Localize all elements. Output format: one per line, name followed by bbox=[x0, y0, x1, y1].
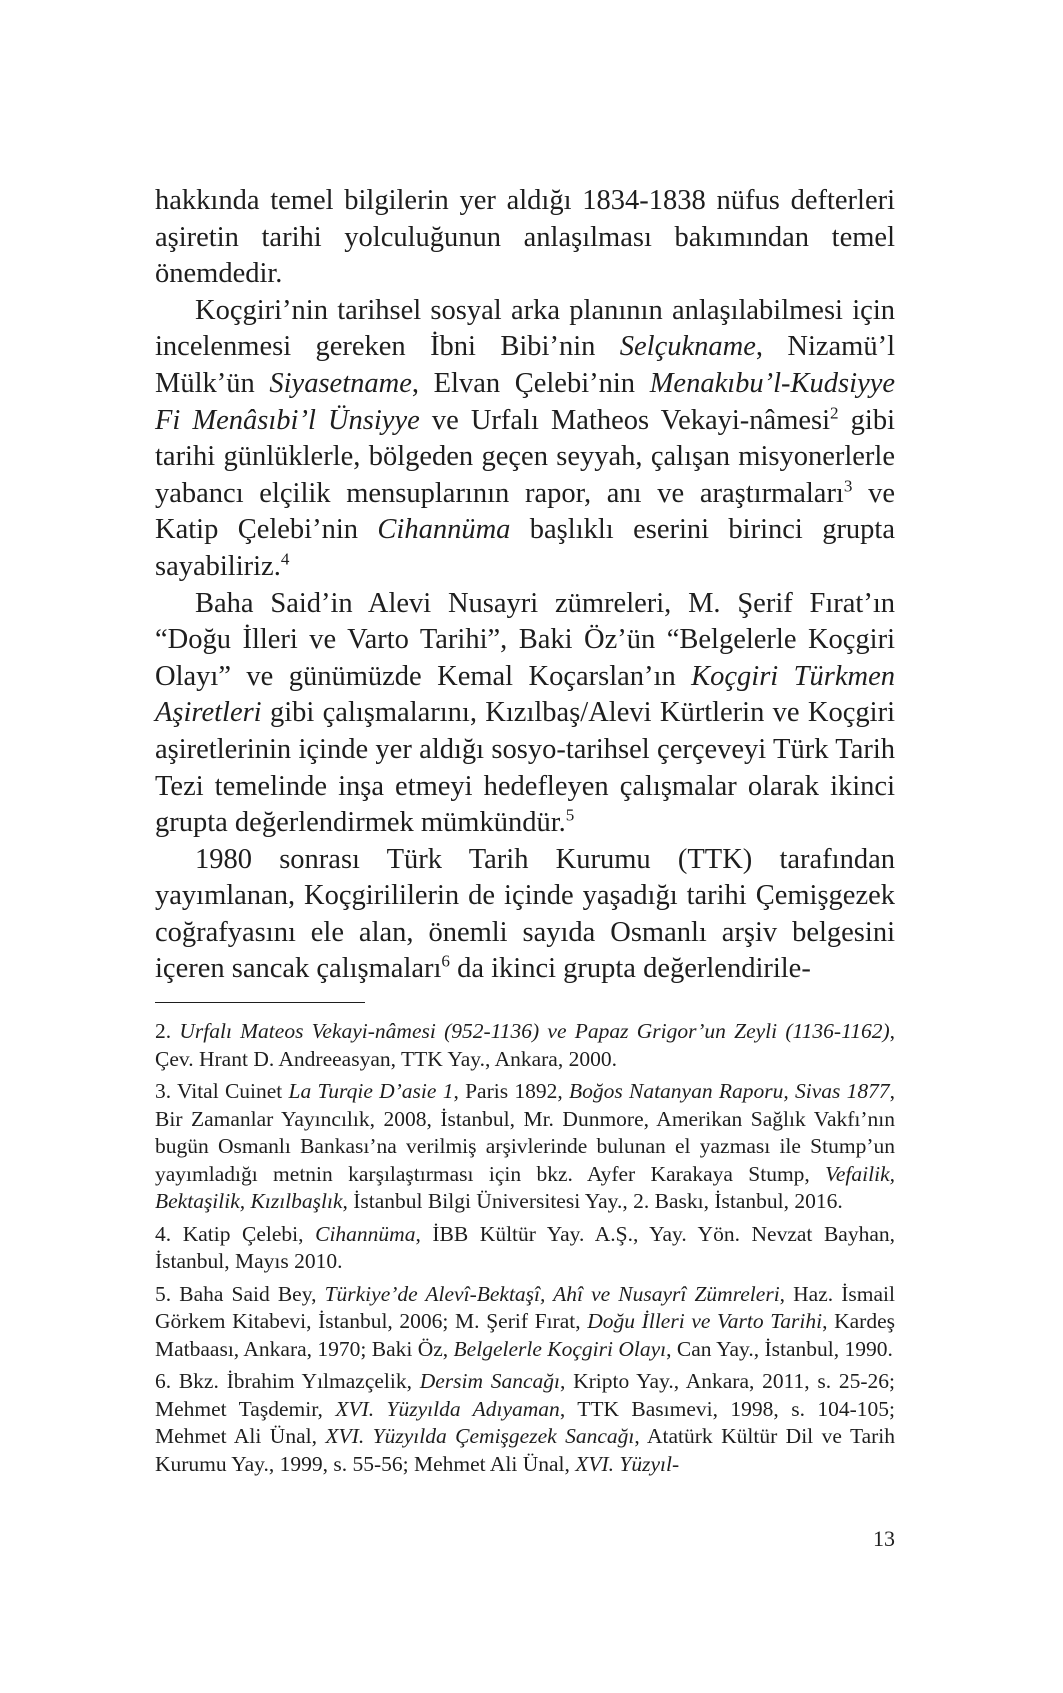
text-run: ve Urfalı Matheos Vekayi-nâmesi bbox=[419, 404, 831, 436]
text-run: , İBB Kültür Yay. A.Ş., Yay. Yön. Nevzat Bayhan, İstanbul, Mayıs 2010. bbox=[155, 1221, 896, 1273]
page-number: 13 bbox=[873, 1526, 895, 1551]
italic-text: Dersim Sancağı bbox=[419, 1369, 561, 1393]
italic-text: Selçukname bbox=[619, 331, 756, 363]
italic-text: XVI. Yüzyıl- bbox=[575, 1451, 680, 1476]
paragraph bbox=[155, 586, 895, 842]
italic-text: Doğu İlleri ve Varto Tarihi bbox=[587, 1309, 823, 1333]
text-run: , İstanbul Bilgi Üniversitesi Yay., 2. Baskı, İstanbul, 2016. bbox=[342, 1189, 843, 1213]
italic-text: Cihannüma bbox=[315, 1221, 416, 1246]
paragraph bbox=[155, 293, 895, 586]
italic-text: Koçgiri Türkmen Aşiretleri bbox=[155, 660, 895, 729]
text-run: , Atatürk Kültür Dil ve Tarih Kurumu Yay., 1999, s. 55-56; Mehmet Ali Ünal, bbox=[155, 1424, 895, 1476]
italic-text: Urfalı Mateos Vekayi-nâmesi (952-1136) ve Papaz Grigor’un Zeyli (1136-1162) bbox=[179, 1019, 890, 1043]
footnote-ref: 6 bbox=[441, 951, 450, 971]
text-run: , Paris 1892, bbox=[453, 1079, 569, 1103]
italic-text: Belgelerle Koçgiri Olayı bbox=[453, 1336, 667, 1361]
footnote bbox=[155, 1368, 895, 1478]
italic-text: Siyasetname bbox=[269, 367, 412, 399]
paragraph bbox=[155, 842, 895, 988]
text-run: , Elvan Çelebi’nin bbox=[411, 367, 650, 399]
text-run: , Bir Zamanlar Yayıncılık, 2008, İstanbul, Mr. Dunmore, Amerikan Sağlık Vakfı’nın bugün Osmanlı Bankası’na verilmiş arşivlerinde bulunan el yazması ile Stump’un yayımladığı metnin karşılaştırması için bkz. Ayfer Karakaya Stump, bbox=[155, 1079, 896, 1186]
italic-text: Türkiye’de Alevî-Bektaşî, Ahî ve Nusayrî Zümreleri bbox=[324, 1281, 780, 1306]
text-run: , Çev. Hrant D. Andreeasyan, TTK Yay., Ankara, 2000. bbox=[155, 1019, 896, 1071]
text-run: 3. Vital Cuinet bbox=[155, 1079, 289, 1103]
italic-text: La Turqie D’asie 1 bbox=[288, 1079, 454, 1103]
text-run: , Nizamü’l Mülk’ün bbox=[155, 331, 895, 399]
text-run: , TTK Basımevi, 1998, s. 104-105; Mehmet Ali Ünal, bbox=[155, 1396, 896, 1448]
text-run: ve Katip Çelebi’nin bbox=[155, 477, 895, 546]
text-run: , Can Yay., İstanbul, 1990. bbox=[666, 1336, 893, 1361]
paragraph bbox=[155, 183, 895, 293]
text-run: Koçgiri’nin tarihsel sosyal arka planının anlaşılabilmesi için incelenmesi gereken İbni Bibi’nin bbox=[155, 294, 895, 363]
footnote-ref: 3 bbox=[843, 476, 853, 496]
footnote-ref: 5 bbox=[565, 805, 575, 825]
text-run: 4. Katip Çelebi, bbox=[155, 1221, 316, 1246]
text-run: 6. Bkz. İbrahim Yılmazçelik, bbox=[155, 1369, 420, 1393]
text-run: da ikinci grupta değerlendirile- bbox=[449, 953, 811, 985]
italic-text: XVI. Yüzyılda Çemişgezek Sancağı bbox=[325, 1424, 635, 1448]
text-run: 2. bbox=[155, 1019, 180, 1043]
italic-text: XVI. Yüzyılda Adıyaman bbox=[335, 1396, 560, 1421]
italic-text: Cihannüma bbox=[377, 514, 511, 546]
text-run: hakkında temel bilgilerin yer aldığı 1834-1838 nüfus defterleri aşiretin tarihi yolculuğunun anlaşılması bakımından temel önemdedir. bbox=[155, 185, 895, 290]
footnote bbox=[155, 1281, 895, 1364]
text-run: , Kardeş Matbaası, Ankara, 1970; Baki Öz, bbox=[155, 1309, 896, 1361]
text-run: 5. Baha Said Bey, bbox=[155, 1281, 325, 1306]
footnote-ref: 4 bbox=[280, 549, 290, 569]
text-run: , Haz. İsmail Görkem Kitabevi, İstanbul, 2006; M. Şerif Fırat, bbox=[155, 1281, 895, 1333]
footnote-ref: 2 bbox=[830, 403, 839, 423]
footnote bbox=[155, 1078, 895, 1216]
main-text bbox=[155, 183, 895, 988]
text-run: Baha Said’in Alevi Nusayri zümreleri, M. Şerif Fırat’ın “Doğu İlleri ve Varto Tarihi”, Baki Öz’ün “Belgelerle Koçgiri Olayı” ve günümüzde Kemal Koçarslan’ın bbox=[155, 587, 895, 692]
footnote bbox=[155, 1221, 895, 1276]
footnote bbox=[155, 1018, 895, 1073]
footnote-separator bbox=[155, 1002, 365, 1003]
text-run: , Kripto Yay., Ankara, 2011, s. 25-26; Mehmet Taşdemir, bbox=[155, 1369, 895, 1421]
italic-text: Vefailik, Bektaşilik, Kızılbaşlık bbox=[155, 1161, 895, 1213]
text-run: gibi çalışmalarını, Kızılbaş/Alevi Kürtlerin ve Koçgiri aşiretlerinin içinde yer aldığı sosyo-tarihsel çerçeveyi Türk Tarih Tezi temelinde inşa etmeyi hedefleyen çalışmalar olarak ikinci grupta değerlendirmek mümkündür. bbox=[155, 697, 895, 839]
footnotes bbox=[155, 1018, 895, 1483]
text-run: gibi tarihi günlüklerle, bölgeden geçen seyyah, çalışan misyonerlerle yabancı elçilik mensuplarının rapor, anı ve araştırmaları bbox=[155, 404, 895, 509]
italic-text: Menakıbu’l-Kudsiyye Fi Menâsıbi’l Ünsiyye bbox=[155, 367, 896, 436]
italic-text: Boğos Natanyan Raporu, Sivas 1877 bbox=[568, 1079, 890, 1103]
text-run: 1980 sonrası Türk Tarih Kurumu (TTK) tarafından yayımlanan, Koçgirililerin de içinde yaşadığı tarihi Çemişgezek coğrafyasını ele alan, önemli sayıda Osmanlı arşiv belgesini içeren sancak çalışmaları bbox=[155, 843, 895, 985]
text-run: başlıklı eserini birinci grupta sayabiliriz. bbox=[155, 514, 896, 582]
